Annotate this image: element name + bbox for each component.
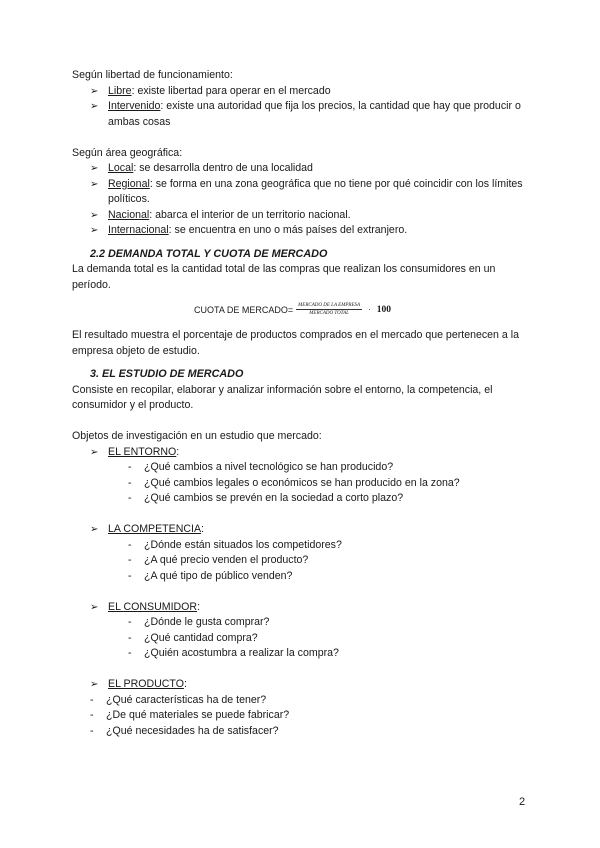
term-desc: : se encuentra en uno o más países del extranjero. bbox=[168, 224, 408, 236]
list-item bbox=[108, 99, 532, 130]
entorno-questions bbox=[72, 460, 532, 507]
group-title-text: LA COMPETENCIA bbox=[108, 523, 202, 535]
list-item bbox=[108, 84, 532, 100]
question: - ¿Qué cambios legales o económicos se han producido en la zona? bbox=[144, 476, 532, 492]
formula-numerator: MERCADO DE LA EMPRESA bbox=[298, 303, 361, 308]
term-desc: : abarca el interior de un territorio nacional. bbox=[149, 208, 351, 221]
question: - ¿Qué cambios a nivel tecnológico se han producido? bbox=[144, 460, 532, 476]
page-number: 2 bbox=[519, 796, 526, 808]
question: - ¿Qué cantidad compra? bbox=[144, 631, 532, 647]
question: - ¿Quién acostumbra a realizar la compra? bbox=[144, 646, 532, 662]
question: - ¿A qué precio venden el producto? bbox=[144, 553, 532, 569]
term-desc: : existe una autoridad que fija los precios, la cantidad que hay que producir o ambas cosas bbox=[108, 100, 521, 128]
term: Local bbox=[108, 162, 134, 174]
group-consumidor bbox=[72, 600, 532, 616]
group-title-text: EL CONSUMIDOR bbox=[108, 600, 198, 613]
demanda-paragraph: La demanda total es la cantidad total de las compras que realizan los consumidores en un período. bbox=[72, 263, 496, 291]
formula-lhs: CUOTA DE MERCADO= bbox=[194, 304, 294, 315]
list-item bbox=[108, 177, 532, 208]
demanda-heading: 2.2 DEMANDA TOTAL Y CUOTA DE MERCADO bbox=[90, 247, 328, 260]
term: Libre bbox=[108, 84, 132, 97]
group-title-text: EL PRODUCTO bbox=[108, 678, 184, 690]
question: - ¿Qué necesidades ha de satisfacer? bbox=[106, 724, 532, 740]
group-competencia bbox=[72, 522, 532, 538]
group-title: ➢ LA COMPETENCIA: bbox=[108, 522, 532, 538]
area-list bbox=[72, 161, 532, 239]
demanda-result: El resultado muestra el porcentaje de productos comprados en el mercado que pertenecen a la empresa objeto de estudio. bbox=[72, 329, 519, 357]
question: - ¿Dónde están situados los competidores? bbox=[144, 538, 532, 554]
consumidor-questions bbox=[72, 615, 532, 662]
formula-denominator: MERCADO TOTAL bbox=[309, 311, 349, 316]
list-item bbox=[108, 223, 532, 239]
libertad-list bbox=[72, 84, 532, 131]
question: - ¿A qué tipo de público venden? bbox=[144, 569, 532, 585]
term: Intervenido bbox=[108, 100, 161, 112]
document-page bbox=[72, 68, 532, 739]
formula-factor: 100 bbox=[376, 304, 392, 315]
competencia-questions bbox=[72, 538, 532, 585]
producto-questions bbox=[72, 693, 532, 740]
list-item bbox=[108, 208, 532, 224]
objetos-intro: Objetos de investigación en un estudio que mercado: bbox=[72, 430, 322, 442]
libertad-intro: Según libertad de funcionamiento: bbox=[72, 69, 233, 81]
group-title: ➢ EL CONSUMIDOR: bbox=[108, 600, 532, 616]
term: Nacional bbox=[108, 208, 150, 221]
term: Internacional bbox=[108, 224, 169, 236]
list-item bbox=[108, 161, 532, 177]
cuota-formula bbox=[194, 303, 532, 316]
term: Regional bbox=[108, 177, 150, 190]
group-producto bbox=[72, 677, 532, 693]
group-title: ➢ EL ENTORNO: bbox=[108, 445, 532, 461]
formula-fraction bbox=[296, 303, 362, 316]
question: - ¿De qué materiales se puede fabricar? bbox=[106, 708, 532, 724]
estudio-heading: 3. EL ESTUDIO DE MERCADO bbox=[90, 368, 244, 380]
group-entorno bbox=[72, 445, 532, 461]
estudio-paragraph: Consiste en recopilar, elaborar y analizar información sobre el entorno, la competencia, el consumidor y el producto. bbox=[72, 383, 493, 411]
question: - ¿Qué características ha de tener? bbox=[106, 693, 532, 709]
question: - ¿Qué cambios se prevén en la sociedad a corto plazo? bbox=[144, 491, 532, 507]
question: - ¿Dónde le gusta comprar? bbox=[144, 615, 532, 631]
term-desc: : se desarrolla dentro de una localidad bbox=[133, 162, 313, 174]
term-desc: : se forma en una zona geográfica que no tiene por qué coincidir con los límites políticos. bbox=[108, 177, 523, 205]
group-title: ➢ EL PRODUCTO: bbox=[108, 677, 532, 693]
formula-times: · bbox=[368, 305, 371, 314]
group-title-text: EL ENTORNO bbox=[108, 445, 177, 458]
term-desc: : existe libertad para operar en el mercado bbox=[131, 84, 331, 97]
area-intro: Según área geográfica: bbox=[72, 146, 183, 159]
